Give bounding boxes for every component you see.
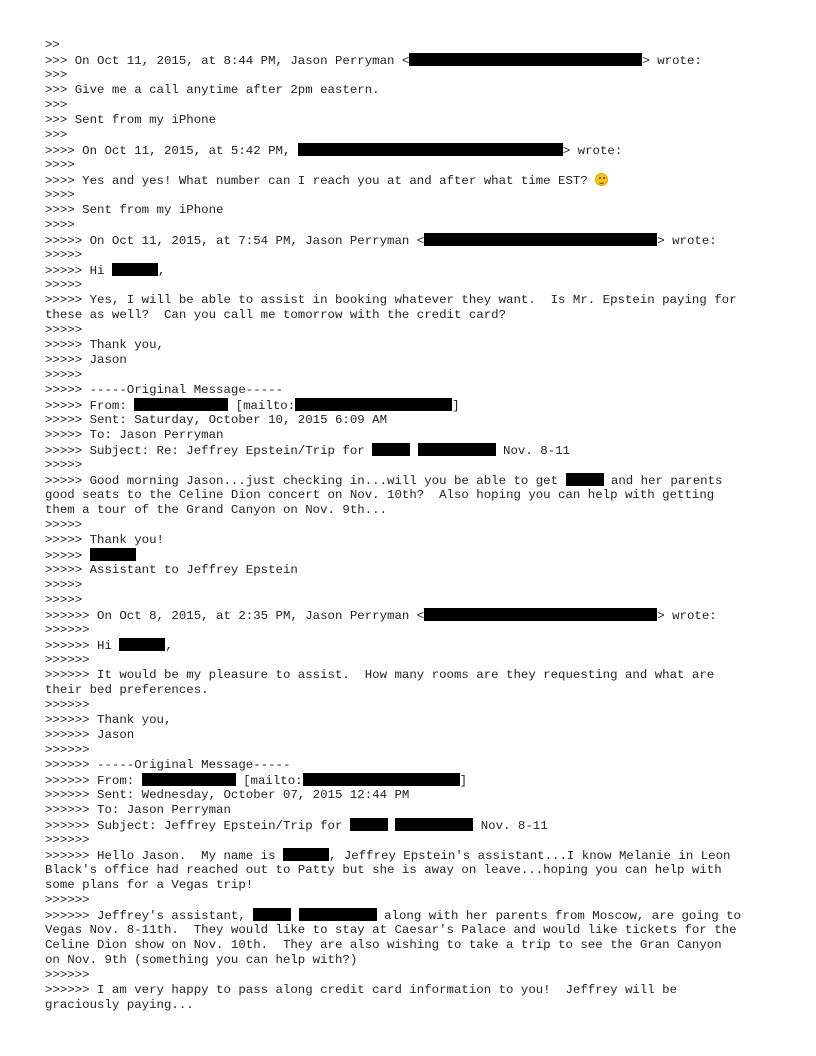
text-line: >>>>>> <box>45 968 90 982</box>
text-line: >>>> <box>45 218 75 232</box>
redaction-block <box>295 398 452 411</box>
redaction-block <box>418 443 496 456</box>
text-line: >>>>> Good morning Jason...just checking in...will you be able to get and her parents <box>45 474 723 488</box>
redaction-block <box>409 53 642 66</box>
text-line: >>>>>> <box>45 833 90 847</box>
redaction-block <box>350 818 388 831</box>
text-line: >>>>>> <box>45 743 90 757</box>
text-line: >>>>> <box>45 368 83 382</box>
text-line: >>>>>> It would be my pleasure to assist. How many rooms are they requesting and what are <box>45 668 715 682</box>
email-thread <box>45 38 785 1013</box>
text-line: >>>>> Thank you! <box>45 533 164 547</box>
redaction-block <box>90 548 136 561</box>
text-line: good seats to the Celine Dion concert on Nov. 10th? Also hoping you can help with getting <box>45 488 715 502</box>
redaction-block <box>298 143 563 156</box>
text-line: >>>>> To: Jason Perryman <box>45 428 224 442</box>
text-line: >>>>> Yes, I will be able to assist in booking whatever they want. Is Mr. Epstein paying for <box>45 293 737 307</box>
text-line: >>>>>> Thank you, <box>45 713 172 727</box>
text-line: >>>>>> Hello Jason. My name is , Jeffrey Epstein's assistant...I know Melanie in Leon <box>45 849 731 863</box>
text-line: >>>>>> Subject: Jeffrey Epstein/Trip for Nov. 8-11 <box>45 819 548 833</box>
text-line: >>>>>> To: Jason Perryman <box>45 803 231 817</box>
redaction-block <box>566 473 604 486</box>
text-line: Vegas Nov. 8-11th. They would like to stay at Caesar's Palace and would like tickets for the <box>45 923 737 937</box>
text-line: >>>>> Sent: Saturday, October 10, 2015 6:09 AM <box>45 413 388 427</box>
text-line: >>>>> <box>45 593 83 607</box>
text-line: these as well? Can you call me tomorrow with the credit card? <box>45 308 507 322</box>
text-line: >>>>> Thank you, <box>45 338 164 352</box>
text-line: >>> <box>45 68 68 82</box>
text-line: Black's office had reached out to Patty but she is away on leave...hoping you can help with <box>45 863 722 877</box>
text-line: >>>>>> Jason <box>45 728 135 742</box>
text-line: >>>> Yes and yes! What number can I reach you at and after what time EST? <box>45 173 785 188</box>
text-line: >>>>> <box>45 458 83 472</box>
text-line: >>>>> From: [mailto: ] <box>45 399 460 413</box>
redaction-block <box>112 263 158 276</box>
text-line: >>> Give me a call anytime after 2pm eastern. <box>45 83 380 97</box>
redaction-block <box>253 908 291 921</box>
text-line: >>>> <box>45 188 75 202</box>
text-line: >>>>>> From: [mailto: ] <box>45 774 468 788</box>
text-line: >>>>> <box>45 323 83 337</box>
text-line: >>>>>> Jeffrey's assistant, along with her parents from Moscow, are going to <box>45 909 741 923</box>
text-line: >>>>>> <box>45 623 90 637</box>
text-line: >>>>>> <box>45 698 90 712</box>
text-line: >>>> Sent from my iPhone <box>45 203 224 217</box>
text-line: >>>>>> I am very happy to pass along credit card information to you! Jeffrey will be <box>45 983 678 997</box>
text-line: >>>>> <box>45 278 83 292</box>
text-line: >>>>> -----Original Message----- <box>45 383 283 397</box>
text-line: >>>>>> Hi , <box>45 639 173 653</box>
text-line: >>>>>> On Oct 8, 2015, at 2:35 PM, Jason Perryman < > wrote: <box>45 609 717 623</box>
text-line: their bed preferences. <box>45 683 209 697</box>
text-line: >>> Sent from my iPhone <box>45 113 217 127</box>
redaction-block <box>134 398 228 411</box>
text-line: >>>>>> Sent: Wednesday, October 07, 2015 12:44 PM <box>45 788 410 802</box>
redaction-block <box>283 848 329 861</box>
redaction-block <box>372 443 410 456</box>
text-line: >>> <box>45 128 68 142</box>
text-line: some plans for a Vegas trip! <box>45 878 254 892</box>
text-line: >>>>> <box>45 248 83 262</box>
text-line: >> <box>45 38 60 52</box>
text-line: >>> On Oct 11, 2015, at 8:44 PM, Jason Perryman < > wrote: <box>45 54 702 68</box>
text-line: >>>>>> -----Original Message----- <box>45 758 291 772</box>
text-line: >>>>> <box>45 548 785 563</box>
text-line: >>>>> <box>45 518 83 532</box>
text-line: >>>>>> <box>45 653 90 667</box>
winking-face-icon <box>595 173 608 186</box>
redaction-block <box>119 638 165 651</box>
text-line: >>>>> Hi , <box>45 264 166 278</box>
text-line: >>>>> <box>45 578 83 592</box>
text-line: >>>>> Assistant to Jeffrey Epstein <box>45 563 298 577</box>
text-line: >>>>> On Oct 11, 2015, at 7:54 PM, Jason Perryman < > wrote: <box>45 234 717 248</box>
redaction-block <box>303 773 460 786</box>
text-line: >>>>>> <box>45 893 90 907</box>
text-line: >>> <box>45 98 68 112</box>
redaction-block <box>142 773 236 786</box>
text-line: on Nov. 9th (something you can help with?) <box>45 953 358 967</box>
text-line: them a tour of the Grand Canyon on Nov. 9th... <box>45 503 388 517</box>
text-line: Celine Dion show on Nov. 10th. They are also wishing to take a trip to see the Gran Canyon <box>45 938 722 952</box>
text-line: >>>>> Jason <box>45 353 127 367</box>
redaction-block <box>395 818 473 831</box>
text-line: >>>>> Subject: Re: Jeffrey Epstein/Trip for Nov. 8-11 <box>45 444 570 458</box>
redaction-block <box>299 908 377 921</box>
redaction-block <box>424 233 657 246</box>
text-line: >>>> On Oct 11, 2015, at 5:42 PM, > wrote: <box>45 144 623 158</box>
text-line: graciously paying... <box>45 998 194 1012</box>
text-line: >>>> <box>45 158 75 172</box>
redaction-block <box>424 608 657 621</box>
